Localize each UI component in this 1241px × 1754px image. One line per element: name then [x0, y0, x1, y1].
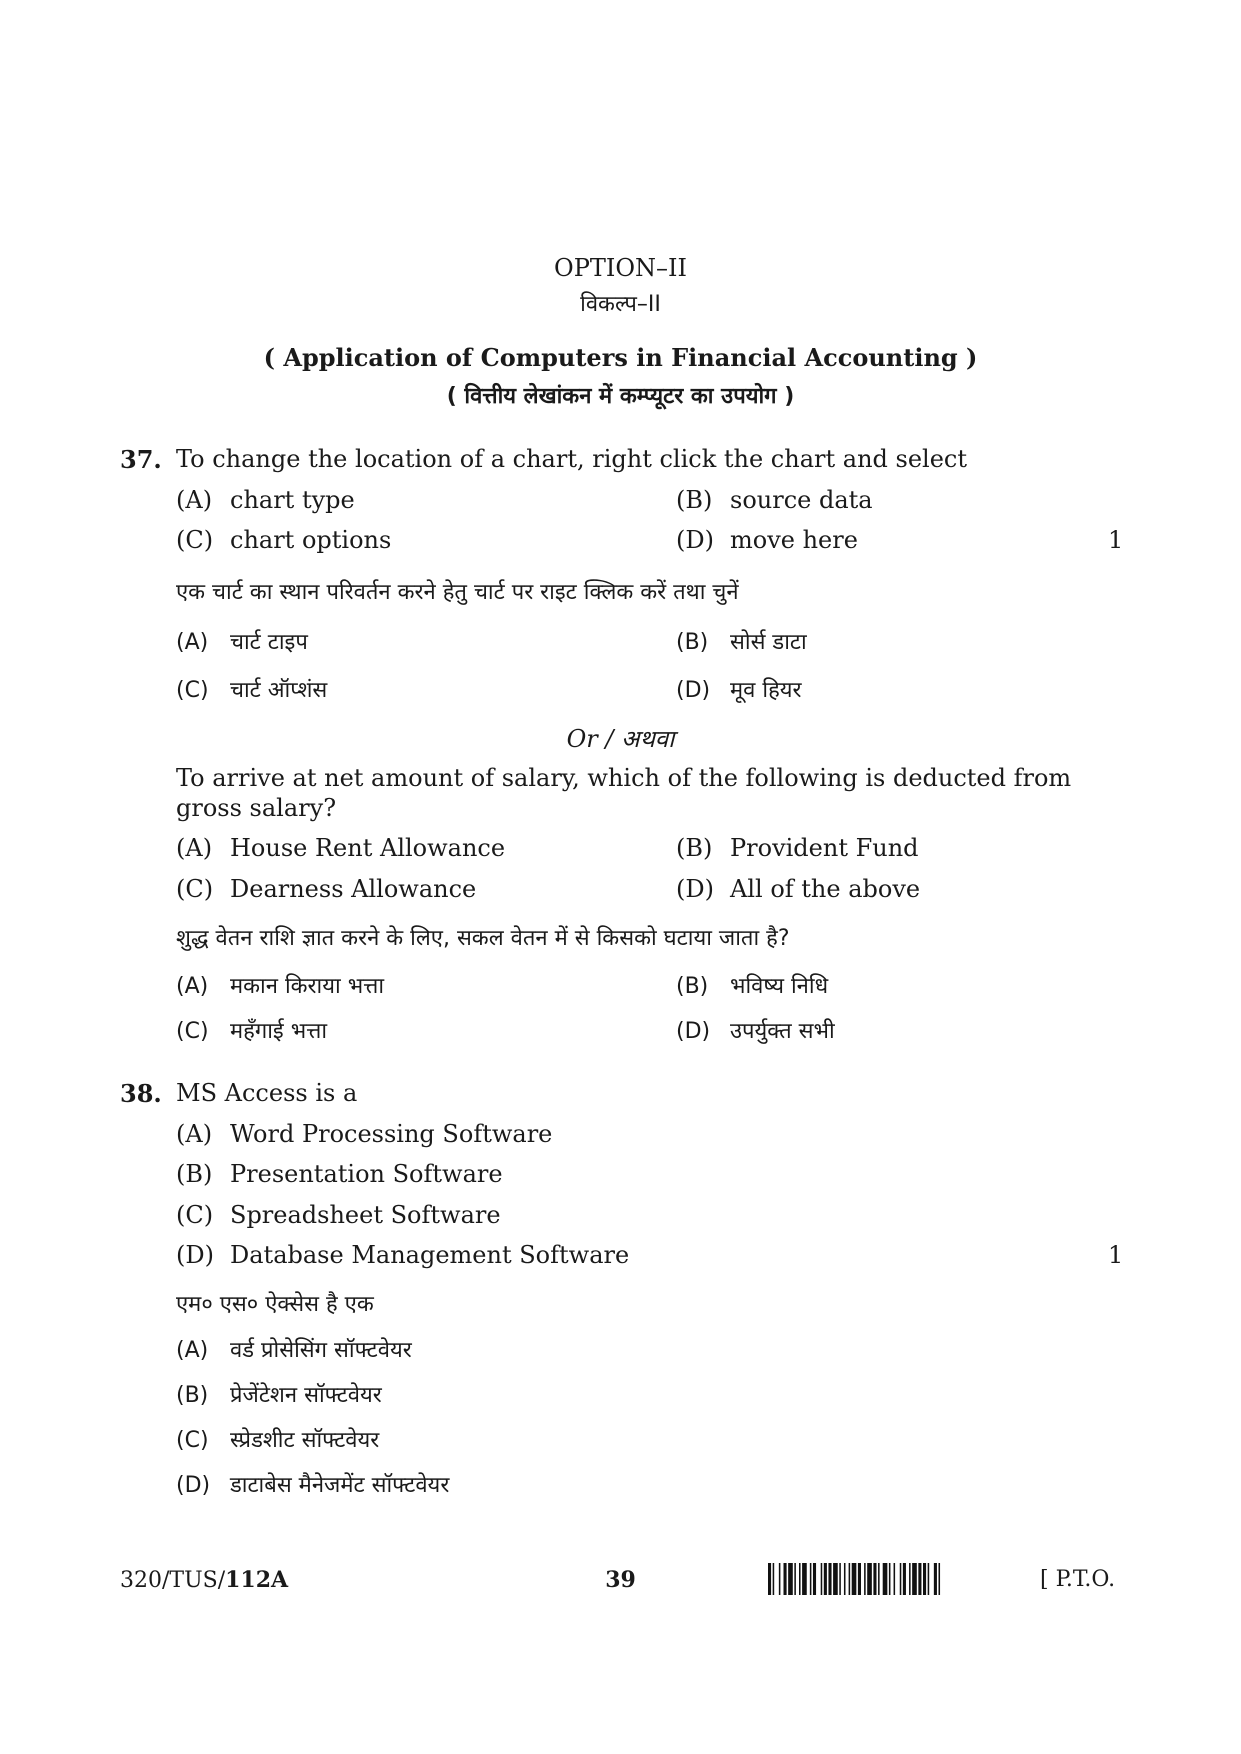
section-title: ( Application of Computers in Financial Accounting ): [263, 343, 978, 372]
option-text: मूव हियर: [730, 678, 802, 703]
option-a: [176, 486, 355, 514]
option-letter: (C): [176, 875, 214, 903]
option-a-hindi: [176, 626, 308, 656]
barcode-bar: [802, 1563, 807, 1595]
option-text: All of the above: [730, 875, 921, 903]
option-b: [176, 1160, 503, 1188]
option-letter: (D): [176, 1241, 214, 1269]
barcode-bar: [799, 1563, 801, 1595]
option-letter: (D): [176, 1473, 211, 1498]
option-text: चार्ट टाइप: [230, 630, 308, 655]
option-letter: (C): [176, 1428, 209, 1453]
barcode-bar: [821, 1563, 823, 1595]
barcode-bar: [773, 1563, 775, 1595]
question-38-text: MS Access is a: [176, 1079, 358, 1107]
option-text: सोर्स डाटा: [730, 630, 807, 655]
option-text: chart options: [230, 526, 392, 554]
option-text: House Rent Allowance: [230, 834, 506, 862]
option-letter: (A): [176, 834, 213, 862]
option-c-hindi: [176, 1424, 379, 1454]
option-d: [176, 1241, 629, 1269]
barcode: [768, 1563, 1024, 1595]
alt-question-text-line2: gross salary?: [176, 794, 337, 822]
option-text: move here: [730, 526, 858, 554]
barcode-bar: [867, 1563, 872, 1595]
option-c-hindi: [176, 674, 327, 704]
option-text: Provident Fund: [730, 834, 919, 862]
alt-option-b-hindi: [676, 970, 828, 1000]
question-37-text-hindi: एक चार्ट का स्थान परिवर्तन करने हेतु चार्ट पर राइट क्लिक करें तथा चुनें: [176, 580, 739, 605]
barcode-bar: [900, 1563, 902, 1595]
barcode-bar: [788, 1563, 793, 1595]
option-b-hindi: [676, 626, 807, 656]
barcode-bar: [873, 1563, 876, 1595]
paper-code-prefix: 320/TUS/: [120, 1568, 226, 1593]
question-38-marks: 1: [1108, 1241, 1124, 1269]
option-text: Dearness Allowance: [230, 875, 477, 903]
barcode-bar: [923, 1563, 926, 1595]
barcode-bar: [864, 1563, 866, 1595]
barcode-bar: [833, 1563, 838, 1595]
option-b: [676, 486, 873, 514]
option-letter: (C): [176, 1201, 214, 1229]
alt-option-a-hindi: [176, 970, 384, 1000]
option-letter: (D): [676, 526, 714, 554]
barcode-bar: [813, 1563, 816, 1595]
option-d-hindi: [676, 674, 802, 704]
option-text: महँगाई भत्ता: [230, 1019, 328, 1044]
barcode-bar: [784, 1563, 787, 1595]
barcode-bar: [844, 1563, 846, 1595]
barcode-bar: [928, 1563, 930, 1595]
option-letter: (B): [676, 486, 713, 514]
barcode-bar: [810, 1563, 812, 1595]
option-text: Word Processing Software: [230, 1120, 553, 1148]
barcode-bar: [909, 1563, 911, 1595]
alt-option-c-hindi: [176, 1015, 327, 1045]
barcode-bar: [878, 1563, 880, 1595]
question-number-37: 37.: [120, 445, 162, 474]
barcode-bar: [889, 1563, 891, 1595]
option-letter: (A): [176, 486, 213, 514]
option-text: Database Management Software: [230, 1241, 630, 1269]
barcode-bar: [894, 1563, 896, 1595]
page-number: 39: [605, 1567, 636, 1593]
question-37-marks: 1: [1108, 526, 1124, 554]
barcode-bar: [849, 1563, 851, 1595]
option-a: [176, 1120, 552, 1148]
option-text: वर्ड प्रोसेसिंग सॉफ्टवेयर: [230, 1338, 412, 1363]
option-letter: (B): [176, 1383, 209, 1408]
option-letter: (B): [676, 834, 713, 862]
question-37-text: To change the location of a chart, right click the chart and select: [176, 445, 968, 473]
option-letter: (C): [176, 526, 214, 554]
alt-question-text-line1: To arrive at net amount of salary, which of the following is deducted from: [176, 764, 1072, 792]
option-text: Presentation Software: [230, 1160, 503, 1188]
barcode-bar: [824, 1563, 827, 1595]
option-c: [176, 526, 391, 554]
barcode-bar: [852, 1563, 857, 1595]
option-letter: (B): [176, 1160, 213, 1188]
option-text: प्रेजेंटेशन सॉफ्टवेयर: [230, 1383, 382, 1408]
option-text: उपर्युक्त सभी: [730, 1019, 835, 1044]
option-d: [676, 526, 858, 554]
barcode-bar: [883, 1563, 888, 1595]
option-text: चार्ट ऑप्शंस: [230, 678, 328, 703]
option-d-hindi: [176, 1469, 449, 1499]
barcode-bar: [918, 1563, 921, 1595]
barcode-bar: [903, 1563, 906, 1595]
option-text: chart type: [230, 486, 355, 514]
alt-option-d: [676, 875, 920, 903]
option-a-hindi: [176, 1334, 412, 1364]
barcode-bar: [939, 1563, 941, 1595]
option-text: मकान किराया भत्ता: [230, 974, 385, 999]
option-letter: (C): [176, 678, 209, 703]
option-letter: (C): [176, 1019, 209, 1044]
option-heading: OPTION–II: [554, 254, 687, 282]
pto-label: [ P.T.O.: [1040, 1567, 1116, 1592]
option-letter: (A): [176, 630, 209, 655]
option-b-hindi: [176, 1379, 382, 1409]
alt-option-b: [676, 834, 919, 862]
option-letter: (D): [676, 875, 714, 903]
option-letter: (B): [676, 630, 709, 655]
barcode-bar: [912, 1563, 917, 1595]
option-text: Spreadsheet Software: [230, 1201, 501, 1229]
question-number-38: 38.: [120, 1079, 162, 1108]
option-letter: (D): [676, 1019, 711, 1044]
barcode-bar: [828, 1563, 831, 1595]
barcode-bar: [934, 1563, 937, 1595]
option-c: [176, 1201, 501, 1229]
or-divider: Or / अथवा: [566, 725, 675, 753]
alt-option-c: [176, 875, 476, 903]
barcode-bar: [768, 1563, 771, 1595]
option-text: डाटाबेस मैनेजमेंट सॉफ्टवेयर: [230, 1473, 450, 1498]
option-letter: (A): [176, 974, 209, 999]
barcode-bar: [858, 1563, 861, 1595]
option-heading-hindi: विकल्प–II: [580, 292, 661, 317]
alt-option-d-hindi: [676, 1015, 835, 1045]
option-text: स्प्रेडशीट सॉफ्टवेयर: [230, 1428, 380, 1453]
barcode-bar: [839, 1563, 841, 1595]
option-text: source data: [730, 486, 873, 514]
option-letter: (B): [676, 974, 709, 999]
barcode-bar: [779, 1563, 781, 1595]
alt-question-text-hindi: शुद्ध वेतन राशि ज्ञात करने के लिए, सकल वेतन में से किसको घटाया जाता है?: [176, 926, 790, 951]
barcode-bar: [794, 1563, 796, 1595]
option-text: भविष्य निधि: [730, 974, 829, 999]
option-letter: (A): [176, 1338, 209, 1363]
question-38-text-hindi: एम० एस० ऐक्सेस है एक: [176, 1292, 374, 1317]
option-letter: (D): [676, 678, 711, 703]
section-title-hindi: ( वित्तीय लेखांकन में कम्प्यूटर का उपयोग ): [446, 384, 795, 409]
alt-option-a: [176, 834, 505, 862]
option-letter: (A): [176, 1120, 213, 1148]
paper-code-bold: 112A: [225, 1567, 289, 1593]
